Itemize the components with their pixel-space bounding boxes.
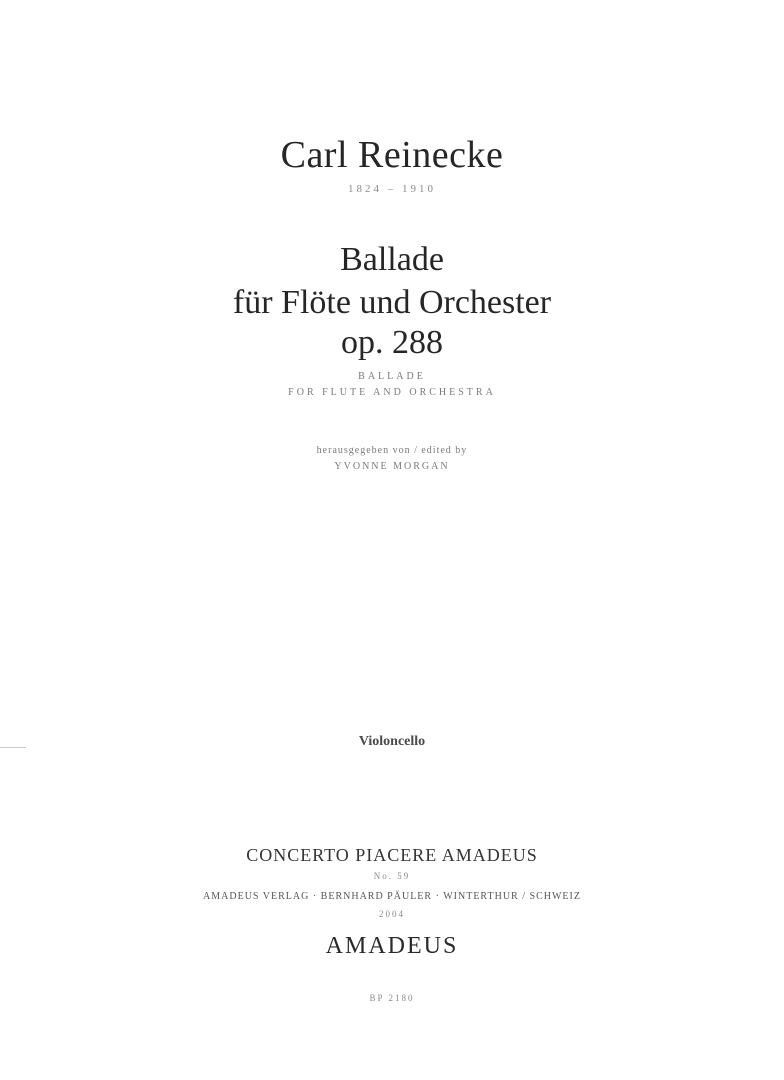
- opus-number: op. 288: [341, 324, 443, 361]
- work-title-line1: Ballade: [340, 241, 444, 278]
- series-number: No. 59: [373, 871, 411, 881]
- editor-label: herausgegeben von / edited by: [316, 445, 468, 456]
- publisher-address: AMADEUS VERLAG · BERNHARD PÄULER · WINTERTHUR / SCHWEIZ: [203, 891, 581, 902]
- publication-year: 2004: [379, 909, 405, 919]
- english-title-line1: BALLADE: [358, 371, 426, 382]
- work-title-line2: für Flöte und Orchester: [232, 284, 552, 321]
- english-title-line2: FOR FLUTE AND ORCHESTRA: [288, 387, 496, 398]
- editor-name: YVONNE MORGAN: [334, 461, 450, 472]
- part-name: Violoncello: [358, 734, 426, 749]
- series-title: CONCERTO PIACERE AMADEUS: [246, 845, 538, 865]
- publisher-logo: AMADEUS: [325, 933, 459, 959]
- publication-number: BP 2180: [369, 993, 415, 1003]
- composer-dates: 1824 – 1910: [348, 183, 436, 195]
- composer-name: Carl Reinecke: [280, 134, 504, 176]
